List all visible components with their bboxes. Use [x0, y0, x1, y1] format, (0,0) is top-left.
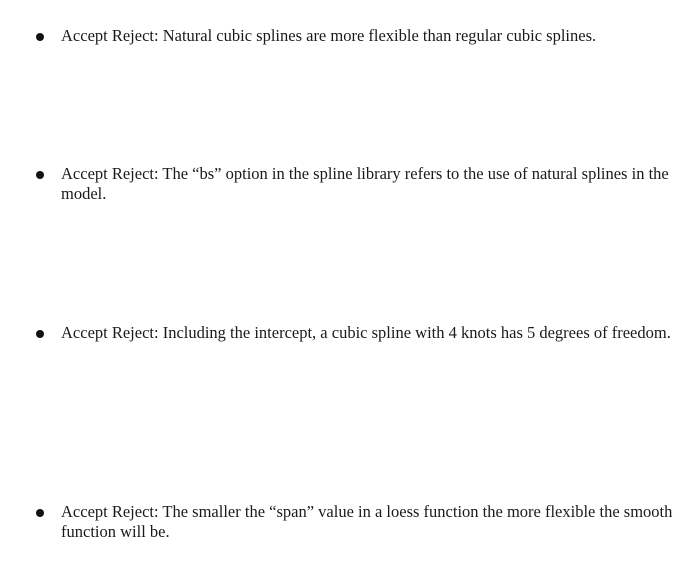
statement-text: Accept Reject: The smaller the “span” value in a loess function the more flexible the smooth function will be. — [61, 502, 673, 541]
bullet-icon — [36, 330, 44, 338]
bullet-icon — [36, 33, 44, 41]
statement-text: Accept Reject: Including the intercept, a cubic spline with 4 knots has 5 degrees of freedom. — [61, 323, 671, 342]
statement-text: Accept Reject: Natural cubic splines are more flexible than regular cubic splines. — [61, 26, 597, 45]
bullet-icon — [36, 509, 44, 517]
bullet-icon — [36, 171, 44, 179]
statement-text: Accept Reject: The “bs” option in the spline library refers to the use of natural splines in the model. — [61, 164, 669, 203]
